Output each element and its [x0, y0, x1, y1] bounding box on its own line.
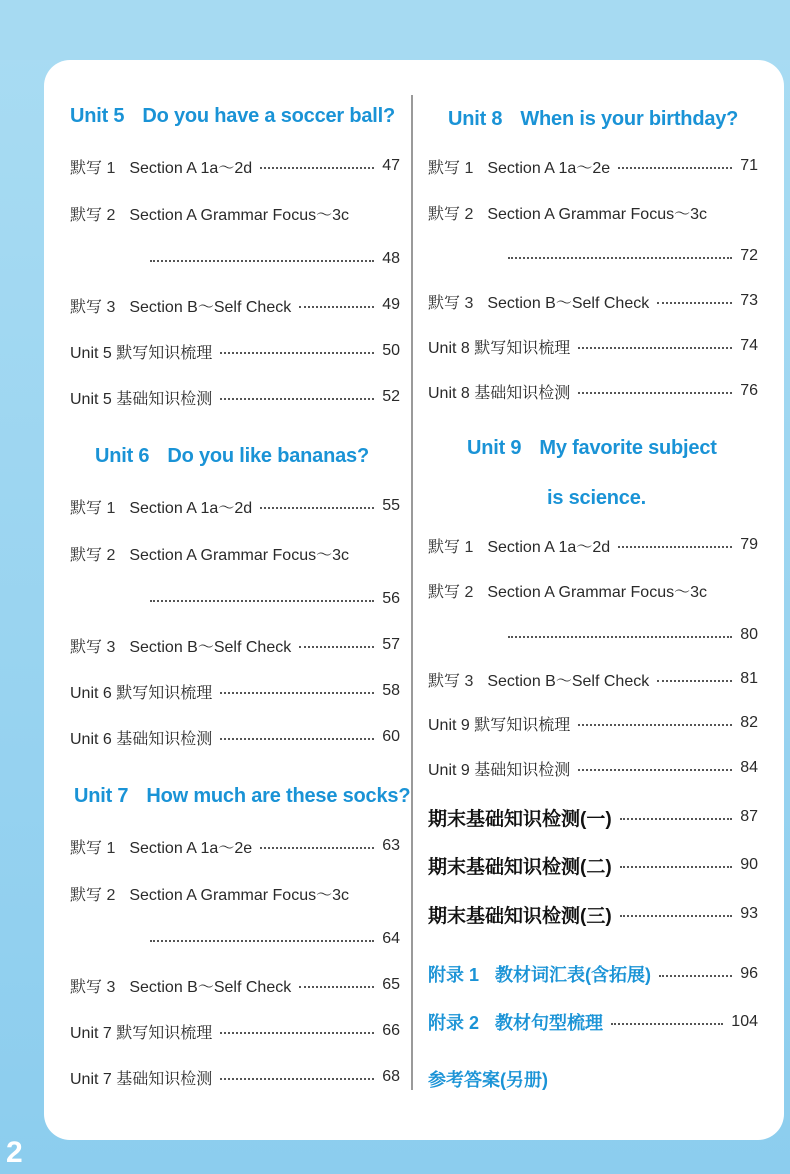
entry-label: Unit 8 默写知识梳理: [428, 339, 571, 357]
entry-page: 56: [382, 590, 400, 607]
entry-page: 63: [382, 837, 400, 854]
toc-entry[interactable]: [70, 154, 400, 178]
dot-leader: [618, 167, 732, 169]
unit7-number: Unit 7: [74, 785, 129, 807]
unit8-title-text: When is your birthday?: [520, 108, 739, 130]
unit9-number: Unit 9: [467, 437, 522, 459]
toc-entry[interactable]: [70, 385, 400, 409]
unit7-title[interactable]: [74, 785, 411, 808]
entry-page: 76: [740, 382, 758, 399]
unit6-number: Unit 6: [95, 445, 150, 467]
final-exam-1[interactable]: [428, 805, 758, 829]
unit5-title[interactable]: [70, 105, 400, 128]
entry-label: Section A Grammar Focus～3c: [129, 886, 349, 904]
entry-prefix: 默写 2: [70, 206, 116, 224]
column-divider: [411, 95, 413, 1090]
entry-page: 80: [740, 626, 758, 643]
entry-label: 期末基础知识检测(三): [428, 905, 612, 927]
toc-entry[interactable]: [70, 1019, 400, 1043]
dot-leader: [220, 738, 374, 740]
entry-label: Section B～Self Check: [129, 638, 292, 656]
entry-page: 48: [382, 250, 400, 267]
answer-key[interactable]: [428, 1067, 758, 1091]
unit9-title[interactable]: [467, 437, 758, 460]
unit5-title-text: Do you have a soccer ball?: [142, 105, 396, 127]
appendix-1[interactable]: [428, 962, 758, 986]
entry-page: 49: [382, 296, 400, 313]
toc-entry[interactable]: [70, 633, 400, 657]
entry-prefix: 默写 3: [70, 978, 116, 996]
entry-page: 58: [382, 682, 400, 699]
toc-entry[interactable]: [428, 533, 758, 557]
unit9-title-line1: My favorite subject: [539, 437, 717, 459]
toc-entry[interactable]: [428, 334, 758, 358]
entry-label: Section A 1a～2e: [487, 159, 611, 177]
toc-entry[interactable]: [428, 578, 758, 602]
entry-label: Unit 7 基础知识检测: [70, 1070, 213, 1088]
entry-label: Section A 1a～2e: [129, 839, 253, 857]
dot-leader: [618, 546, 732, 548]
dot-leader: [299, 306, 374, 308]
dot-leader: [620, 866, 732, 868]
entry-page: 93: [740, 905, 758, 922]
toc-entry[interactable]: [428, 154, 758, 178]
dot-leader: [611, 1023, 723, 1025]
entry-label: Unit 5 默写知识梳理: [70, 344, 213, 362]
dot-leader: [150, 940, 374, 942]
entry-prefix: 默写 2: [428, 583, 474, 601]
unit7-title-text: How much are these socks?: [146, 785, 411, 807]
toc-entry[interactable]: [70, 293, 400, 317]
dot-leader: [260, 167, 374, 169]
entry-label: Section B～Self Check: [487, 672, 650, 690]
unit8-number: Unit 8: [448, 108, 503, 130]
entry-label: Section A Grammar Focus～3c: [129, 206, 349, 224]
entry-label: Section A 1a～2d: [487, 538, 611, 556]
entry-page: 57: [382, 636, 400, 653]
toc-entry[interactable]: [70, 881, 400, 905]
toc-entry[interactable]: [428, 200, 758, 224]
dot-leader: [220, 692, 374, 694]
dot-leader: [620, 915, 732, 917]
entry-page: 81: [740, 670, 758, 687]
dot-leader: [657, 680, 732, 682]
entry-page: 72: [740, 247, 758, 264]
entry-page: 47: [382, 157, 400, 174]
unit9-title-line2: is science.: [547, 487, 646, 509]
unit6-title[interactable]: [95, 445, 400, 468]
entry-page: 96: [740, 965, 758, 982]
toc-entry[interactable]: [428, 667, 758, 691]
dot-leader: [578, 347, 732, 349]
entry-label: 教材词汇表(含拓展): [495, 965, 652, 985]
entry-page: 104: [731, 1013, 758, 1030]
entry-label: Section B～Self Check: [129, 298, 292, 316]
appendix-number: 附录 1: [428, 965, 480, 985]
entry-page: 55: [382, 497, 400, 514]
entry-prefix: 默写 1: [70, 159, 116, 177]
entry-label: Section A Grammar Focus～3c: [487, 583, 707, 601]
toc-entry-continuation[interactable]: [508, 623, 758, 647]
dot-leader: [657, 302, 732, 304]
entry-page: 66: [382, 1022, 400, 1039]
dot-leader: [659, 975, 732, 977]
toc-entry[interactable]: [70, 541, 400, 565]
dot-leader: [220, 1032, 374, 1034]
final-exam-2[interactable]: [428, 853, 758, 877]
top-stripe: [0, 0, 790, 60]
entry-page: 73: [740, 292, 758, 309]
toc-entry[interactable]: [70, 201, 400, 225]
dot-leader: [260, 847, 374, 849]
toc-entry-continuation[interactable]: [150, 247, 400, 271]
dot-leader: [150, 600, 374, 602]
entry-prefix: 默写 1: [70, 499, 116, 517]
dot-leader: [220, 1078, 374, 1080]
page-number: 2: [6, 1136, 23, 1169]
entry-prefix: 默写 2: [70, 546, 116, 564]
toc-entry-continuation[interactable]: [150, 927, 400, 951]
entry-page: 52: [382, 388, 400, 405]
unit9-title-continuation: [547, 487, 758, 510]
entry-label: Section A 1a～2d: [129, 499, 253, 517]
entry-page: 60: [382, 728, 400, 745]
dot-leader: [260, 507, 374, 509]
entry-label: Section A Grammar Focus～3c: [129, 546, 349, 564]
entry-page: 84: [740, 759, 758, 776]
toc-entry[interactable]: [70, 679, 400, 703]
entry-label: 期末基础知识检测(二): [428, 856, 612, 878]
entry-page: 64: [382, 930, 400, 947]
entry-label: Unit 8 基础知识检测: [428, 384, 571, 402]
entry-prefix: 默写 1: [428, 538, 474, 556]
entry-page: 82: [740, 714, 758, 731]
toc-entry[interactable]: [428, 379, 758, 403]
dot-leader: [220, 352, 374, 354]
toc-entry[interactable]: [70, 725, 400, 749]
toc-entry[interactable]: [428, 756, 758, 780]
toc-entry-continuation[interactable]: [508, 244, 758, 268]
entry-prefix: 默写 3: [428, 672, 474, 690]
toc-entry[interactable]: [70, 973, 400, 997]
final-exam-3[interactable]: [428, 902, 758, 926]
entry-page: 68: [382, 1068, 400, 1085]
appendix-2[interactable]: [428, 1010, 758, 1034]
toc-entry[interactable]: [70, 834, 400, 858]
entry-label: Unit 9 默写知识梳理: [428, 716, 571, 734]
dot-leader: [299, 986, 374, 988]
entry-label: Unit 7 默写知识梳理: [70, 1024, 213, 1042]
entry-label: Unit 5 基础知识检测: [70, 390, 213, 408]
toc-entry[interactable]: [70, 339, 400, 363]
entry-page: 87: [740, 808, 758, 825]
dot-leader: [150, 260, 374, 262]
toc-entry-continuation[interactable]: [150, 587, 400, 611]
entry-page: 90: [740, 856, 758, 873]
dot-leader: [220, 398, 374, 400]
entry-prefix: 默写 3: [428, 294, 474, 312]
dot-leader: [578, 392, 732, 394]
entry-label: Section A 1a～2d: [129, 159, 253, 177]
entry-prefix: 默写 3: [70, 638, 116, 656]
entry-prefix: 默写 2: [428, 205, 474, 223]
entry-prefix: 默写 2: [70, 886, 116, 904]
unit8-title[interactable]: [448, 108, 758, 131]
dot-leader: [299, 646, 374, 648]
entry-label: Section A Grammar Focus～3c: [487, 205, 707, 223]
entry-prefix: 默写 1: [428, 159, 474, 177]
dot-leader: [578, 769, 732, 771]
toc-entry[interactable]: [428, 711, 758, 735]
entry-page: 71: [740, 157, 758, 174]
unit6-title-text: Do you like bananas?: [167, 445, 369, 467]
dot-leader: [620, 818, 732, 820]
entry-label: 教材句型梳理: [495, 1013, 604, 1033]
toc-entry[interactable]: [70, 1065, 400, 1089]
entry-page: 74: [740, 337, 758, 354]
entry-label: Section B～Self Check: [129, 978, 292, 996]
dot-leader: [508, 636, 732, 638]
entry-label: Unit 9 基础知识检测: [428, 761, 571, 779]
unit5-number: Unit 5: [70, 105, 125, 127]
entry-label: Unit 6 默写知识梳理: [70, 684, 213, 702]
entry-page: 79: [740, 536, 758, 553]
toc-entry[interactable]: [70, 494, 400, 518]
entry-label: 参考答案(另册): [428, 1070, 548, 1090]
appendix-number: 附录 2: [428, 1013, 480, 1033]
entry-label: 期末基础知识检测(一): [428, 808, 612, 830]
dot-leader: [578, 724, 732, 726]
toc-entry[interactable]: [428, 289, 758, 313]
entry-page: 50: [382, 342, 400, 359]
entry-prefix: 默写 3: [70, 298, 116, 316]
dot-leader: [508, 257, 732, 259]
entry-page: 65: [382, 976, 400, 993]
entry-label: Section B～Self Check: [487, 294, 650, 312]
entry-label: Unit 6 基础知识检测: [70, 730, 213, 748]
entry-prefix: 默写 1: [70, 839, 116, 857]
